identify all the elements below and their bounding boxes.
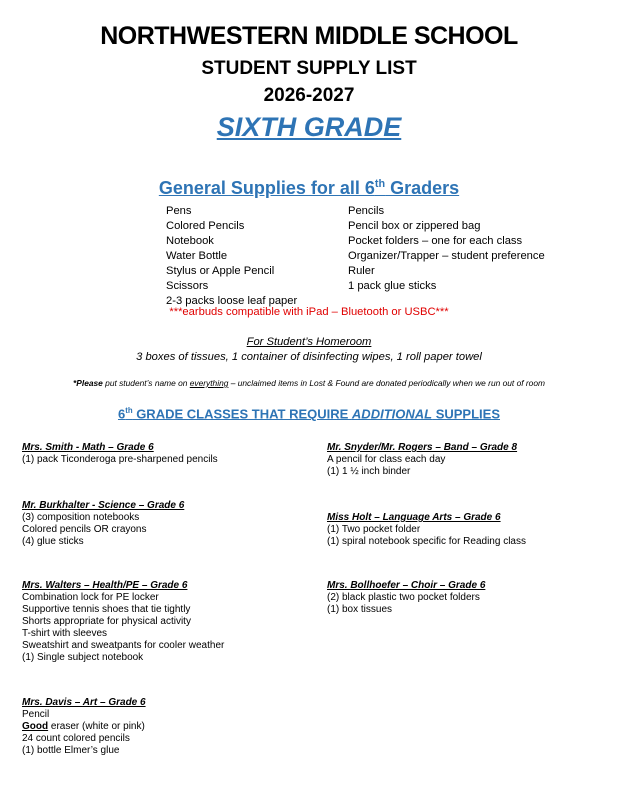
class-item: (4) glue sticks	[22, 536, 84, 547]
class-item: (1) pack Ticonderoga pre-sharpened pencils	[22, 454, 218, 465]
grade-heading: SIXTH GRADE	[216, 112, 402, 142]
supply-item: Water Bottle	[166, 250, 228, 262]
class-teacher: Mrs. Bollhoefer – Choir – Grade 6	[327, 580, 486, 591]
class-item: (3) composition notebooks	[22, 512, 140, 523]
class-item: (1) spiral notebook specific for Reading class	[327, 536, 526, 547]
class-item: Colored pencils OR crayons	[22, 524, 147, 535]
class-block-language-arts	[327, 512, 526, 548]
class-teacher: Mrs. Davis – Art – Grade 6	[22, 697, 146, 708]
class-teacher: Mrs. Walters – Health/PE – Grade 6	[22, 580, 188, 591]
class-block-choir	[327, 580, 485, 616]
class-item: (2) black plastic two pocket folders	[327, 592, 480, 603]
supply-item: Organizer/Trapper – student preference	[348, 250, 545, 262]
general-supplies-right-column	[348, 204, 545, 294]
general-heading-prefix: General Supplies for all 6	[158, 178, 375, 198]
supply-item: Pencil box or zippered bag	[348, 220, 481, 232]
class-block-math	[22, 442, 218, 466]
class-item: (1) Single subject notebook	[22, 652, 144, 663]
general-heading-sup: th	[374, 178, 386, 190]
class-item-text: eraser (white or pink)	[50, 721, 145, 732]
note-text-1: put student’s name on	[102, 378, 190, 388]
school-name: NORTHWESTERN MIDDLE SCHOOL	[100, 22, 518, 50]
class-item: Sweatshirt and sweatpants for cooler weather	[22, 640, 225, 651]
class-teacher: Mr. Burkhalter - Science – Grade 6	[22, 500, 185, 511]
class-item: (1) Two pocket folder	[327, 524, 421, 535]
note-text-2: – unclaimed items in Lost & Found are donated periodically when we run out of room	[228, 378, 545, 388]
classes-heading-middle: GRADE CLASSES THAT REQUIRE	[132, 406, 352, 422]
classes-heading-suffix: SUPPLIES	[432, 406, 501, 422]
classes-heading-italic: ADDITIONAL	[351, 406, 433, 422]
supply-item: Notebook	[166, 235, 214, 247]
good-word: Good	[22, 721, 49, 732]
classes-heading	[0, 406, 618, 421]
class-item: (1) box tissues	[327, 604, 393, 615]
supply-item: Colored Pencils	[166, 220, 245, 232]
class-item	[22, 721, 146, 733]
class-block-art	[22, 697, 146, 757]
classes-heading-prefix: 6	[117, 406, 126, 422]
class-item: 24 count colored pencils	[22, 733, 130, 744]
class-item: (1) bottle Elmer’s glue	[22, 745, 120, 756]
supply-item: Scissors	[166, 280, 209, 292]
class-teacher: Mr. Snyder/Mr. Rogers – Band – Grade 8	[327, 442, 518, 453]
class-item: Shorts appropriate for physical activity	[22, 616, 191, 627]
homeroom-heading: For Student’s Homeroom	[246, 336, 372, 348]
class-block-health-pe	[22, 580, 224, 664]
homeroom-items: 3 boxes of tissues, 1 container of disinfecting wipes, 1 roll paper towel	[136, 351, 482, 363]
class-item: Pencil	[22, 709, 50, 720]
class-item: Combination lock for PE locker	[22, 592, 159, 603]
class-teacher: Mrs. Smith - Math – Grade 6	[22, 442, 154, 453]
list-title: STUDENT SUPPLY LIST	[201, 58, 417, 79]
note-everything: everything	[189, 378, 229, 388]
name-on-items-note	[0, 378, 618, 388]
supply-item: Pencils	[348, 205, 385, 217]
general-supplies-heading	[0, 178, 618, 199]
supply-item: Pens	[166, 205, 192, 217]
class-block-band	[327, 442, 517, 478]
class-item: (1) 1 ½ inch binder	[327, 466, 411, 477]
class-block-science	[22, 500, 184, 548]
classes-heading-sup: th	[125, 406, 133, 415]
supply-item: Ruler	[348, 265, 375, 277]
supply-item: Pocket folders – one for each class	[348, 235, 523, 247]
class-teacher: Miss Holt – Language Arts – Grade 6	[327, 512, 501, 523]
general-supplies-left-column	[166, 204, 297, 309]
supply-item: Stylus or Apple Pencil	[166, 265, 275, 277]
class-item: Supportive tennis shoes that tie tightly	[22, 604, 191, 615]
note-please: *Please	[73, 378, 103, 388]
supply-item: 2-3 packs loose leaf paper	[166, 295, 298, 307]
class-item: T-shirt with sleeves	[22, 628, 108, 639]
class-item: A pencil for class each day	[327, 454, 446, 465]
school-year: 2026-2027	[263, 85, 355, 106]
earbuds-note: ***earbuds compatible with iPad – Bluetooth or USBC***	[169, 306, 449, 318]
general-heading-suffix: Graders	[385, 178, 460, 198]
supply-item: 1 pack glue sticks	[348, 280, 437, 292]
